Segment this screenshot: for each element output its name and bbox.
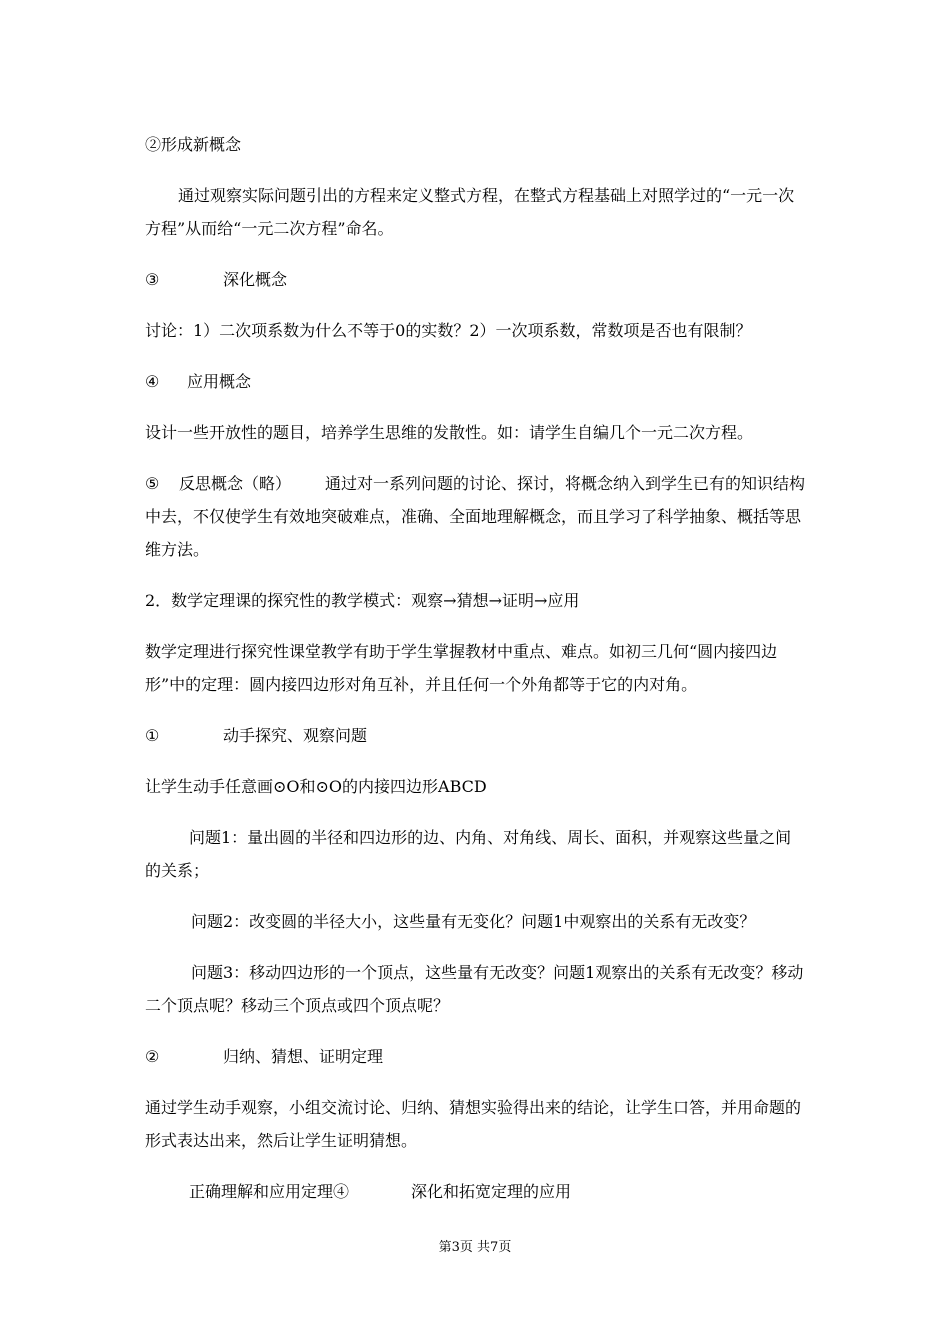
item-number: ③: [145, 270, 160, 289]
section-heading-apply-theorem: [145, 1175, 807, 1208]
item-title: 动手探究、观察问题: [223, 726, 368, 745]
item-number: ②: [145, 1047, 160, 1066]
item-title: 应用概念: [187, 372, 252, 391]
section-heading-theorem-model: 2．数学定理课的探究性的教学模式：观察→猜想→证明→应用: [145, 591, 580, 610]
paragraph-reflect-concept: [145, 467, 807, 566]
item-title: 深化概念: [223, 270, 288, 289]
paragraph-question-2: 问题2：改变圆的半径大小，这些量有无变化？问题1中观察出的关系有无改变？: [191, 912, 756, 931]
document-body: [145, 128, 807, 1208]
paragraph-draw-quadrilateral: 让学生动手任意画⊙O和⊙O的内接四边形ABCD: [145, 777, 487, 796]
item-title-a: 正确理解和应用定理④: [189, 1182, 350, 1201]
paragraph-discussion: 讨论：1）二次项系数为什么不等于0的实数？2）一次项系数，常数项是否也有限制？: [145, 321, 752, 340]
section-heading-explore: [145, 719, 807, 752]
section-heading-deepen-concept: [145, 263, 807, 296]
section-heading-apply-concept: [145, 365, 807, 398]
item-number: ①: [145, 726, 160, 745]
page-footer: 第3页 共7页: [438, 1240, 512, 1255]
item-number: ④: [145, 372, 160, 391]
section-heading-new-concept: ②形成新概念: [145, 135, 242, 154]
item-title-b: 深化和拓宽定理的应用: [411, 1182, 572, 1201]
paragraph-open-questions: 设计一些开放性的题目，培养学生思维的发散性。如：请学生自编几个一元二次方程。: [145, 423, 754, 442]
item-number: ⑤: [145, 474, 160, 493]
item-title: 归纳、猜想、证明定理: [223, 1047, 384, 1066]
item-body: 通过对一系列问题的讨论、探讨，将概念纳入到学生已有的知识结构中去，不仅使学生有效地突破难点，准确、全面地理解概念，而且学习了科学抽象、概括等思维方法。: [145, 474, 806, 559]
paragraph-theorem-intro: 数学定理进行探究性课堂教学有助于学生掌握教材中重点、难点。如初三几何“圆内接四边形”中的定理：圆内接四边形对角互补，并且任何一个外角都等于它的内对角。: [145, 642, 778, 694]
paragraph-question-1: 问题1：量出圆的半径和四边形的边、内角、对角线、周长、面积，并观察这些量之间的关系；: [145, 828, 792, 880]
paragraph-new-concept: 通过观察实际问题引出的方程来定义整式方程，在整式方程基础上对照学过的“一元一次方程”从而给“一元二次方程”命名。: [145, 186, 795, 238]
item-title: 反思概念（略）: [179, 474, 292, 493]
paragraph-student-proof: 通过学生动手观察，小组交流讨论、归纳、猜想实验得出来的结论，让学生口答，并用命题的形式表达出来，然后让学生证明猜想。: [145, 1098, 802, 1150]
paragraph-question-3: 问题3：移动四边形的一个顶点，这些量有无改变？问题1观察出的关系有无改变？移动二个顶点呢？移动三个顶点或四个顶点呢？: [145, 963, 804, 1015]
section-heading-induce-prove: [145, 1040, 807, 1073]
